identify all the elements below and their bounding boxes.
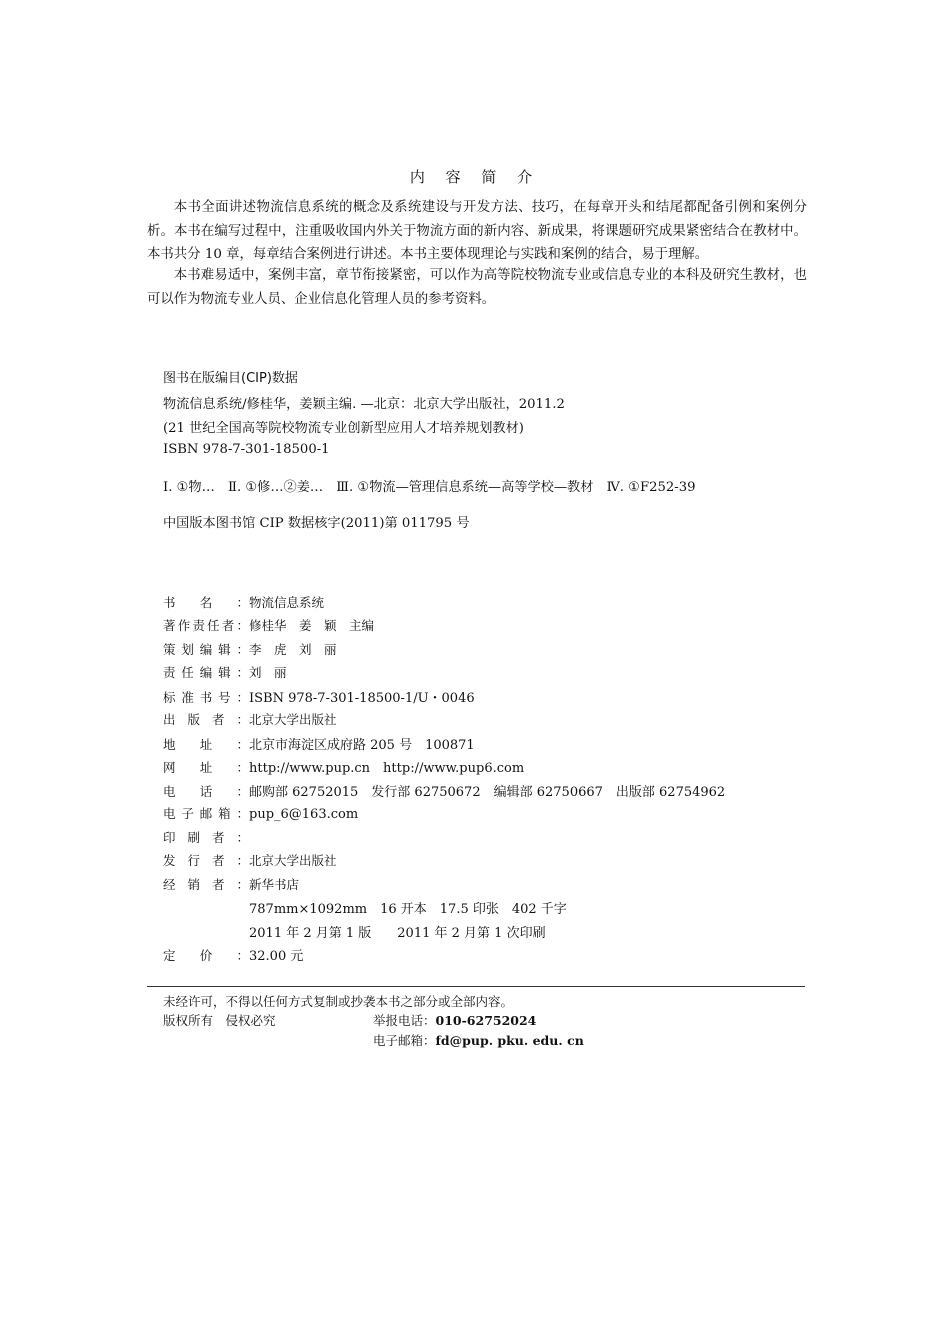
email-value: pup_6@163.com [249, 807, 359, 822]
info-label: 地址： [163, 737, 249, 752]
abstract-paragraph: 本书全面讲述物流信息系统的概念及系统建设与开发方法、技巧，在每章开头和结尾都配备引例和案例分析。本书在编写过程中，注重吸收国内外关于物流方面的新内容、新成果，将课题研究成果紧密结合在教材中。本书共分 10 章，每章结合案例进行讲述。本书主要体现理论与实践和案例的结合，易于理解。 [147, 200, 807, 262]
info-label: 定价： [163, 948, 249, 963]
info-label: 电话： [163, 784, 249, 799]
report-phone-value: 010-62752024 [435, 1013, 537, 1028]
info-row-authors [163, 616, 374, 636]
info-row-phone [163, 781, 725, 801]
abstract-paragraph: 本书难易适中，案例丰富，章节衔接紧密，可以作为高等院校物流专业或信息专业的本科及研究生教材，也可以作为物流专业人员、企业信息化管理人员的参考资料。 [147, 268, 807, 307]
abstract-title: 内 容 简 介 [409, 168, 541, 186]
info-label: 标准书号： [163, 690, 249, 705]
report-phone [373, 1011, 536, 1029]
phone-value: 邮购部 62752015 发行部 62750672 编辑部 62750667 出版部 62754962 [249, 785, 726, 800]
planner-value: 李 虎 刘 丽 [249, 642, 337, 657]
price-value: 32.00 元 [249, 949, 304, 964]
cip-classification-line: Ⅰ. ①物… Ⅱ. ①修…②姜… Ⅲ. ①物流—管理信息系统—高等学校—教材 Ⅳ. ①F252-39 [163, 480, 696, 495]
publisher-value: 北京大学出版社 [249, 712, 337, 727]
divider [147, 986, 805, 987]
info-label: 电子邮箱： [163, 806, 249, 821]
info-row-printer [163, 828, 249, 848]
footer-email-label: 电子邮箱： [373, 1033, 436, 1048]
info-row-website [163, 757, 524, 777]
info-row-address [163, 734, 475, 754]
address-value: 北京市海淀区成府路 205 号 100871 [249, 738, 475, 753]
edition-line: 2011 年 2 月第 1 版 2011 年 2 月第 1 次印刷 [249, 926, 546, 941]
seller-value: 新华书店 [249, 877, 300, 892]
copyright-notice: 未经许可，不得以任何方式复制或抄袭本书之部分或全部内容。 [163, 994, 514, 1009]
cip-heading: 图书在版编目(CIP)数据 [163, 371, 298, 386]
info-row-planner [163, 640, 337, 660]
info-label: 责任编辑： [163, 665, 249, 680]
info-label: 著作责任者： [163, 618, 249, 633]
footer-email-value: fd@pup. pku. edu. cn [435, 1033, 584, 1048]
editor-value: 刘 丽 [249, 665, 287, 680]
info-row-book-name [163, 593, 324, 613]
cip-series-line: (21 世纪全国高等院校物流专业创新型应用人才培养规划教材) [163, 421, 524, 436]
info-label: 策划编辑： [163, 642, 249, 657]
info-row-price [163, 945, 303, 965]
info-label: 书名： [163, 595, 249, 610]
cip-title-line: 物流信息系统/修桂华，姜颖主编. —北京：北京大学出版社，2011.2 [163, 397, 565, 412]
info-label: 经销者： [163, 877, 249, 892]
info-row-publisher [163, 710, 337, 730]
authors-value: 修桂华 姜 颖 主编 [249, 618, 375, 633]
isbn-value: ISBN 978-7-301-18500-1/U・0046 [249, 691, 475, 706]
website-value: http://www.pup.cn http://www.pup6.com [249, 761, 525, 776]
info-label: 发行者： [163, 853, 249, 868]
footer-email [373, 1031, 584, 1049]
report-phone-label: 举报电话： [373, 1013, 436, 1028]
book-name-value: 物流信息系统 [249, 595, 325, 610]
format-line: 787mm×1092mm 16 开本 17.5 印张 402 千字 [249, 902, 567, 917]
cip-isbn-line: ISBN 978-7-301-18500-1 [163, 442, 330, 457]
distributor-value: 北京大学出版社 [249, 853, 337, 868]
info-row-isbn [163, 687, 475, 707]
info-label: 出版者： [163, 712, 249, 727]
info-row-editor [163, 663, 287, 683]
info-row-distributor [163, 851, 337, 871]
info-label: 网址： [163, 760, 249, 775]
rights-reserved: 版权所有 侵权必究 [163, 1013, 276, 1028]
cip-record-number: 中国版本图书馆 CIP 数据核字(2011)第 011795 号 [163, 516, 470, 531]
info-row-email [163, 804, 358, 824]
info-row-seller [163, 875, 299, 895]
info-label: 印刷者： [163, 830, 249, 845]
